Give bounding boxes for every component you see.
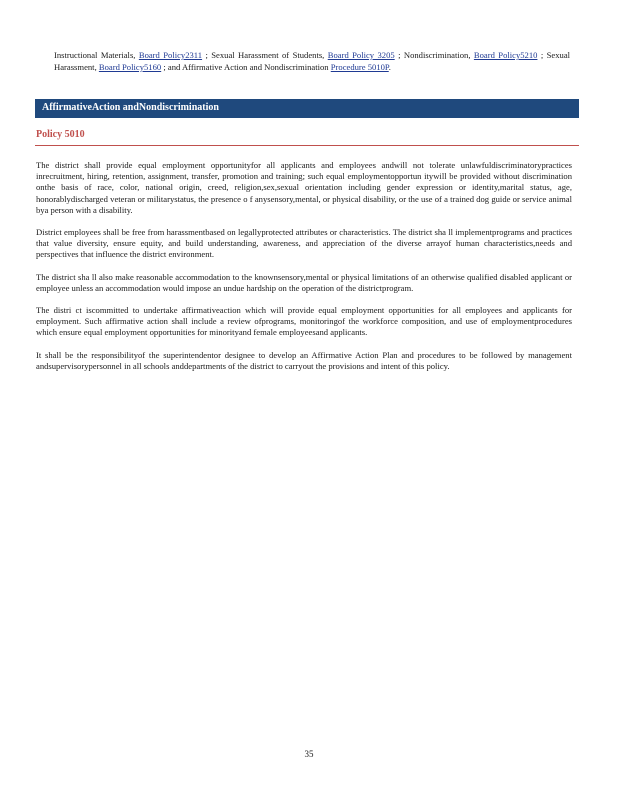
heading-divider — [35, 145, 579, 146]
references-lead-text: Instructional Materials, — [54, 50, 136, 60]
references-text-3: ; Sexual Harassment, — [54, 50, 571, 72]
board-policy-5160-link[interactable]: Board Policy5160 — [98, 61, 162, 72]
policy-heading: Policy 5010 — [36, 129, 85, 140]
legal-references — [54, 50, 570, 73]
board-policy-3205-link[interactable]: Board Policy 3205 — [327, 50, 395, 60]
references-text-2: ; Nondiscrimination, — [398, 50, 471, 60]
board-policy-2311-link[interactable]: Board Policy2311 — [138, 50, 203, 60]
board-policy-5210-link[interactable]: Board Policy5210 — [473, 50, 538, 60]
policy-paragraph-affirmative-action: The distri ct iscommitted to undertake affirmativeaction which will provide equal employment opportunities for all employees and applicants for employment. Such affirmative action shall include a review ofprograms, monitoringof the workforce composition, and use of employmentprocedures which ensure equal employment opportunities for minorityand female employeesand applicants. — [36, 305, 572, 338]
policy-paragraph-harassment: District employees shall be free from harassmentbased on legallyprotected attributes or characteristics. The district sha ll implementprograms and practices that value diversity, ensure equity, and build understanding, awareness, and appreciation of the diverse arrayof human characteristics,needs and perspectives that influence the district environment. — [36, 227, 572, 260]
policy-body — [36, 160, 572, 383]
policy-paragraph-responsibility: It shall be the responsibilityof the superintendentor designee to develop an Affirmative Action Plan and procedures to be followed by management andsupervisorypersonnel in all schools anddepartments of the district to carryout the provisions and intent of this policy. — [36, 349, 572, 371]
policy-paragraph-equal-employment: The district shall provide equal employment opportunityfor all applicants and employees andwill not tolerate unlawfuldiscriminatorypractices inrecruitment, hiring, retention, assignment, transfer, promotion and training; such equal employmentopportun itywill be provided without discrimination onthe basis of race, color, national origin, creed, religion,sex,sexual orientation including gender expression or identity,marital status, age, honorablydischarged veteran or militarystatus, the presence o f anysensory,mental, or physical disability, or the use of a trained dog guide or service animal bya person with a disability. — [36, 160, 572, 215]
references-end: . — [388, 61, 391, 72]
procedure-5010p-link[interactable]: Procedure 5010P — [330, 61, 389, 72]
references-text-1: ; Sexual Harassment of Students, — [205, 50, 325, 60]
policy-paragraph-accommodation: The district sha ll also make reasonable accommodation to the knownsensory,mental or physical limitations of an otherwise qualified disabled applicant or employee unless an accommodation would impose an undue hardship on the operation of the districtprogram. — [36, 271, 572, 293]
section-title-bar: AffirmativeAction andNondiscrimination — [35, 99, 579, 118]
references-text-4: ; and Affirmative Action and Nondiscrimination — [163, 61, 329, 72]
page-number: 35 — [304, 749, 314, 759]
